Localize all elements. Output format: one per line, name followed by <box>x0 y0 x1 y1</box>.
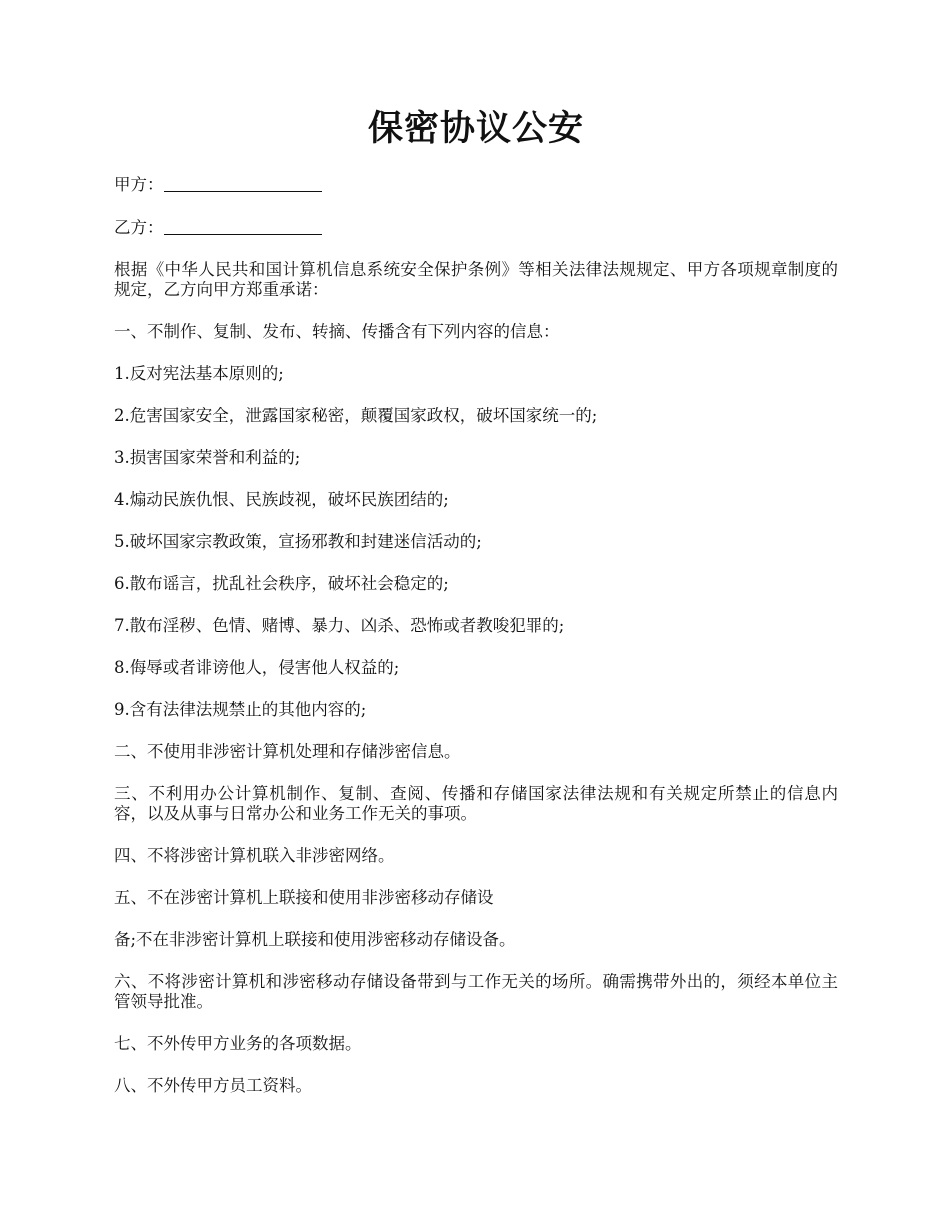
list-item: 2.危害国家安全，泄露国家秘密，颠覆国家政权，破坏国家统一的; <box>114 405 598 425</box>
party-b-label: 乙方： <box>114 217 164 237</box>
list-item: 6.散布谣言，扰乱社会秩序，破坏社会稳定的; <box>114 573 449 593</box>
paragraph-clause-2: 二、不使用非涉密计算机处理和存储涉密信息。 <box>114 741 461 761</box>
party-b-line <box>114 217 838 238</box>
paragraph-clause-5a: 五、不在涉密计算机上联接和使用非涉密移动存储设 <box>114 887 494 907</box>
party-b-blank <box>164 217 322 235</box>
list-item: 7.散布淫秽、色情、赌博、暴力、凶杀、恐怖或者教唆犯罪的; <box>114 615 565 635</box>
party-a-label: 甲方： <box>114 174 164 194</box>
party-a-line <box>114 174 838 195</box>
paragraph-clause-3: 三、不利用办公计算机制作、复制、查阅、传播和存储国家法律法规和有关规定所禁止的信息内容，以及从事与日常办公和业务工作无关的事项。 <box>114 783 838 823</box>
list-item: 5.破坏国家宗教政策，宣扬邪教和封建迷信活动的; <box>114 531 482 551</box>
paragraph-clause-6: 六、不将涉密计算机和涉密移动存储设备带到与工作无关的场所。确需携带外出的，须经本单位主管领导批准。 <box>114 971 838 1011</box>
paragraph-clause-4: 四、不将涉密计算机联入非涉密网络。 <box>114 845 395 865</box>
list-item: 3.损害国家荣誉和利益的; <box>114 447 301 467</box>
document-title: 保密协议公安 <box>367 108 584 149</box>
paragraph-clause-7: 七、不外传甲方业务的各项数据。 <box>114 1033 362 1053</box>
list-item: 4.煽动民族仇恨、民族歧视，破坏民族团结的; <box>114 489 449 509</box>
list-item: 9.含有法律法规禁止的其他内容的; <box>114 699 367 719</box>
paragraph-clause-8: 八、不外传甲方员工资料。 <box>114 1075 312 1095</box>
paragraph-clause-5b: 备;不在非涉密计算机上联接和使用涉密移动存储设备。 <box>114 929 516 949</box>
party-a-blank <box>164 174 322 192</box>
list-item: 8.侮辱或者诽谤他人，侵害他人权益的; <box>114 657 400 677</box>
paragraph-clause-1: 一、不制作、复制、发布、转摘、传播含有下列内容的信息： <box>114 321 560 341</box>
list-item: 1.反对宪法基本原则的; <box>114 363 284 383</box>
paragraph-preamble: 根据《中华人民共和国计算机信息系统安全保护条例》等相关法律法规规定、甲方各项规章制度的规定，乙方向甲方郑重承诺： <box>114 259 838 299</box>
